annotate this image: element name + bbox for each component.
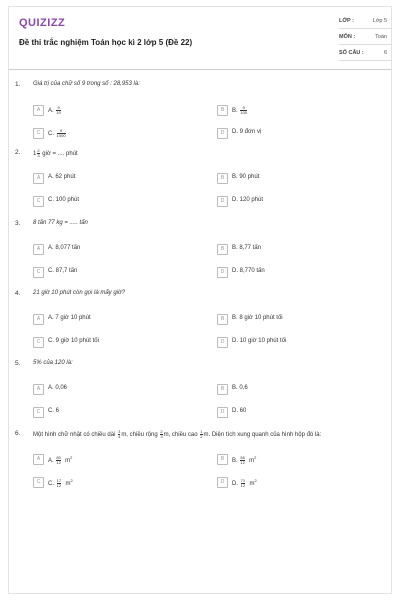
option-letter-box: B [217, 314, 228, 325]
option-letter-box: B [217, 244, 228, 255]
fraction-numerator: 9 [240, 106, 247, 111]
option-text: C. 6 [48, 408, 60, 414]
fraction [240, 456, 244, 465]
option-letter-box: C [33, 196, 44, 207]
option-letter-box: B [217, 105, 228, 116]
option-letter-box: B [217, 173, 228, 184]
option-text: C. 87,7 tấn [48, 268, 78, 274]
question-number: 6. [15, 430, 21, 437]
option-text: A. 62 phút [48, 174, 76, 180]
option-letter-box: B [217, 384, 228, 395]
option-letter-box: D [217, 128, 228, 139]
option-text: B. 8 giờ 10 phút tối [232, 315, 283, 321]
fraction [160, 430, 162, 439]
fraction [37, 149, 39, 158]
question-text: Giá trị của chữ số 9 trong số : 28,953 là: [33, 81, 140, 87]
meta-label: SỐ CÂU : [339, 50, 364, 56]
question-text: 5% của 120 là: [33, 360, 73, 366]
fraction-numerator: 3 [118, 429, 121, 434]
fraction-numerator: 9 [57, 129, 66, 134]
option-text: D. 120 phút [232, 197, 264, 203]
unit-exponent: 2 [254, 455, 257, 460]
option-prefix: A. [48, 108, 54, 115]
fraction-denominator: 3 [37, 153, 40, 158]
option-letter-box: A [33, 314, 44, 325]
unit: m [65, 458, 71, 464]
option-prefix: C. [48, 131, 54, 138]
fraction [57, 479, 61, 488]
option-letter-box: C [33, 128, 44, 139]
option-prefix: A. [48, 458, 54, 464]
option-text: A. 0,06 [48, 385, 68, 391]
fraction-numerator: 71 [240, 477, 246, 483]
option-text: C. 100 phút [48, 197, 80, 203]
fraction [56, 106, 60, 115]
fraction [118, 430, 120, 439]
fraction-denominator: 3 [160, 434, 163, 439]
fraction-denominator: 12 [56, 482, 62, 488]
meta-value: 6 [383, 50, 387, 56]
meta-row-count [339, 48, 391, 61]
option-letter-box: A [33, 105, 44, 116]
question-text-part: m, chiều cao [163, 432, 198, 439]
fraction-numerator: 1 [200, 429, 203, 434]
option-text [48, 478, 73, 488]
fraction-numerator: 17 [56, 477, 62, 483]
meta-value: Lớp 5 [372, 18, 387, 24]
fraction [57, 129, 66, 138]
option-text: D. 8,770 tấn [232, 268, 265, 274]
option-text: B. 0,6 [232, 385, 248, 391]
fraction [240, 106, 247, 115]
option-prefix: B. [232, 108, 238, 115]
option-letter-box: A [33, 173, 44, 184]
fraction [56, 456, 60, 465]
fraction-denominator: 2 [200, 434, 203, 439]
meta-label: MÔN : [339, 34, 356, 40]
option-letter-box: D [217, 196, 228, 207]
option-letter-box: A [33, 454, 44, 465]
question-text-part: Một hình chữ nhật có chiều dài [33, 432, 116, 439]
question-text [33, 430, 321, 439]
option-letter-box: C [33, 267, 44, 278]
fraction-denominator: 12 [240, 482, 246, 488]
fraction-numerator: 2 [37, 148, 40, 153]
unit-exponent: 2 [254, 478, 257, 483]
option-letter-box: D [217, 337, 228, 348]
fraction-numerator: 56 [240, 454, 245, 460]
fraction-denominator: 10 [56, 110, 61, 115]
fraction [200, 430, 202, 439]
question-number: 1. [15, 81, 21, 88]
option-letter-box: D [217, 407, 228, 418]
question-number: 3. [15, 220, 21, 227]
meta-row-class [339, 16, 391, 29]
option-letter-box: B [217, 454, 228, 465]
worksheet-page [8, 6, 392, 594]
option-text [232, 455, 256, 465]
fraction-denominator: 100 [240, 110, 248, 115]
question-text-rest: giờ = .... phút [42, 151, 78, 158]
option-text: D. 9 đơn vị [232, 129, 262, 135]
unit-exponent: 2 [70, 478, 73, 483]
meta-label: LỚP : [339, 18, 354, 24]
fraction [241, 479, 245, 488]
worksheet-header [9, 7, 391, 70]
meta-value: Toán [375, 34, 387, 40]
question-number: 4. [15, 290, 21, 297]
option-text [48, 106, 62, 115]
fraction-numerator: 2 [160, 429, 163, 434]
option-text [48, 455, 72, 465]
unit: m [249, 458, 255, 464]
question-text [33, 149, 78, 158]
fraction-denominator: 12 [240, 459, 245, 465]
option-text: A. 8,077 tấn [48, 245, 81, 251]
option-text [48, 129, 67, 138]
option-text: D. 10 giờ 10 phút tối [232, 338, 287, 344]
option-letter-box: C [33, 337, 44, 348]
option-letter-box: A [33, 384, 44, 395]
option-letter-box: D [217, 267, 228, 278]
option-letter-box: C [33, 407, 44, 418]
quizizz-logo: QUIZIZZ [19, 17, 66, 29]
question-text-part: m, chiều rộng [121, 432, 158, 439]
option-text [232, 106, 248, 115]
question-text-part: m. Diện tích xung quanh của hình hộp đó là: [203, 432, 322, 439]
worksheet-meta [339, 16, 391, 64]
fraction-denominator: 1000 [56, 133, 66, 138]
option-prefix: B. [232, 458, 238, 464]
option-text: D. 60 [232, 408, 247, 414]
option-text: A. 7 giờ 10 phút [48, 315, 91, 321]
fraction-numerator: 80 [56, 454, 61, 460]
unit-exponent: 2 [70, 455, 73, 460]
option-text: B. 90 phút [232, 174, 260, 180]
fraction-numerator: 9 [57, 105, 60, 110]
option-text: C. 9 giờ 10 phút tối [48, 338, 99, 344]
option-letter-box: C [33, 477, 44, 488]
question-text: 8 tấn 77 kg = ..... tấn [33, 220, 88, 226]
question-number: 2. [15, 149, 21, 156]
question-text: 21 giờ 10 phút còn gọi là mấy giờ? [33, 290, 125, 296]
option-prefix: C. [48, 481, 54, 487]
option-prefix: D. [232, 481, 238, 487]
option-letter-box: A [33, 244, 44, 255]
fraction-denominator: 12 [56, 459, 61, 465]
mixed-whole: 1 [33, 151, 37, 158]
option-text: B. 8,77 tấn [232, 245, 262, 251]
fraction-denominator: 4 [118, 434, 121, 439]
unit: m [249, 481, 255, 487]
option-text [232, 478, 257, 488]
unit: m [65, 481, 71, 487]
option-letter-box: D [217, 477, 228, 488]
question-number: 5. [15, 360, 21, 367]
meta-row-subject [339, 32, 391, 45]
worksheet-title: Đề thi trắc nghiệm Toán học kì 2 lớp 5 (Đề 22) [19, 38, 193, 47]
